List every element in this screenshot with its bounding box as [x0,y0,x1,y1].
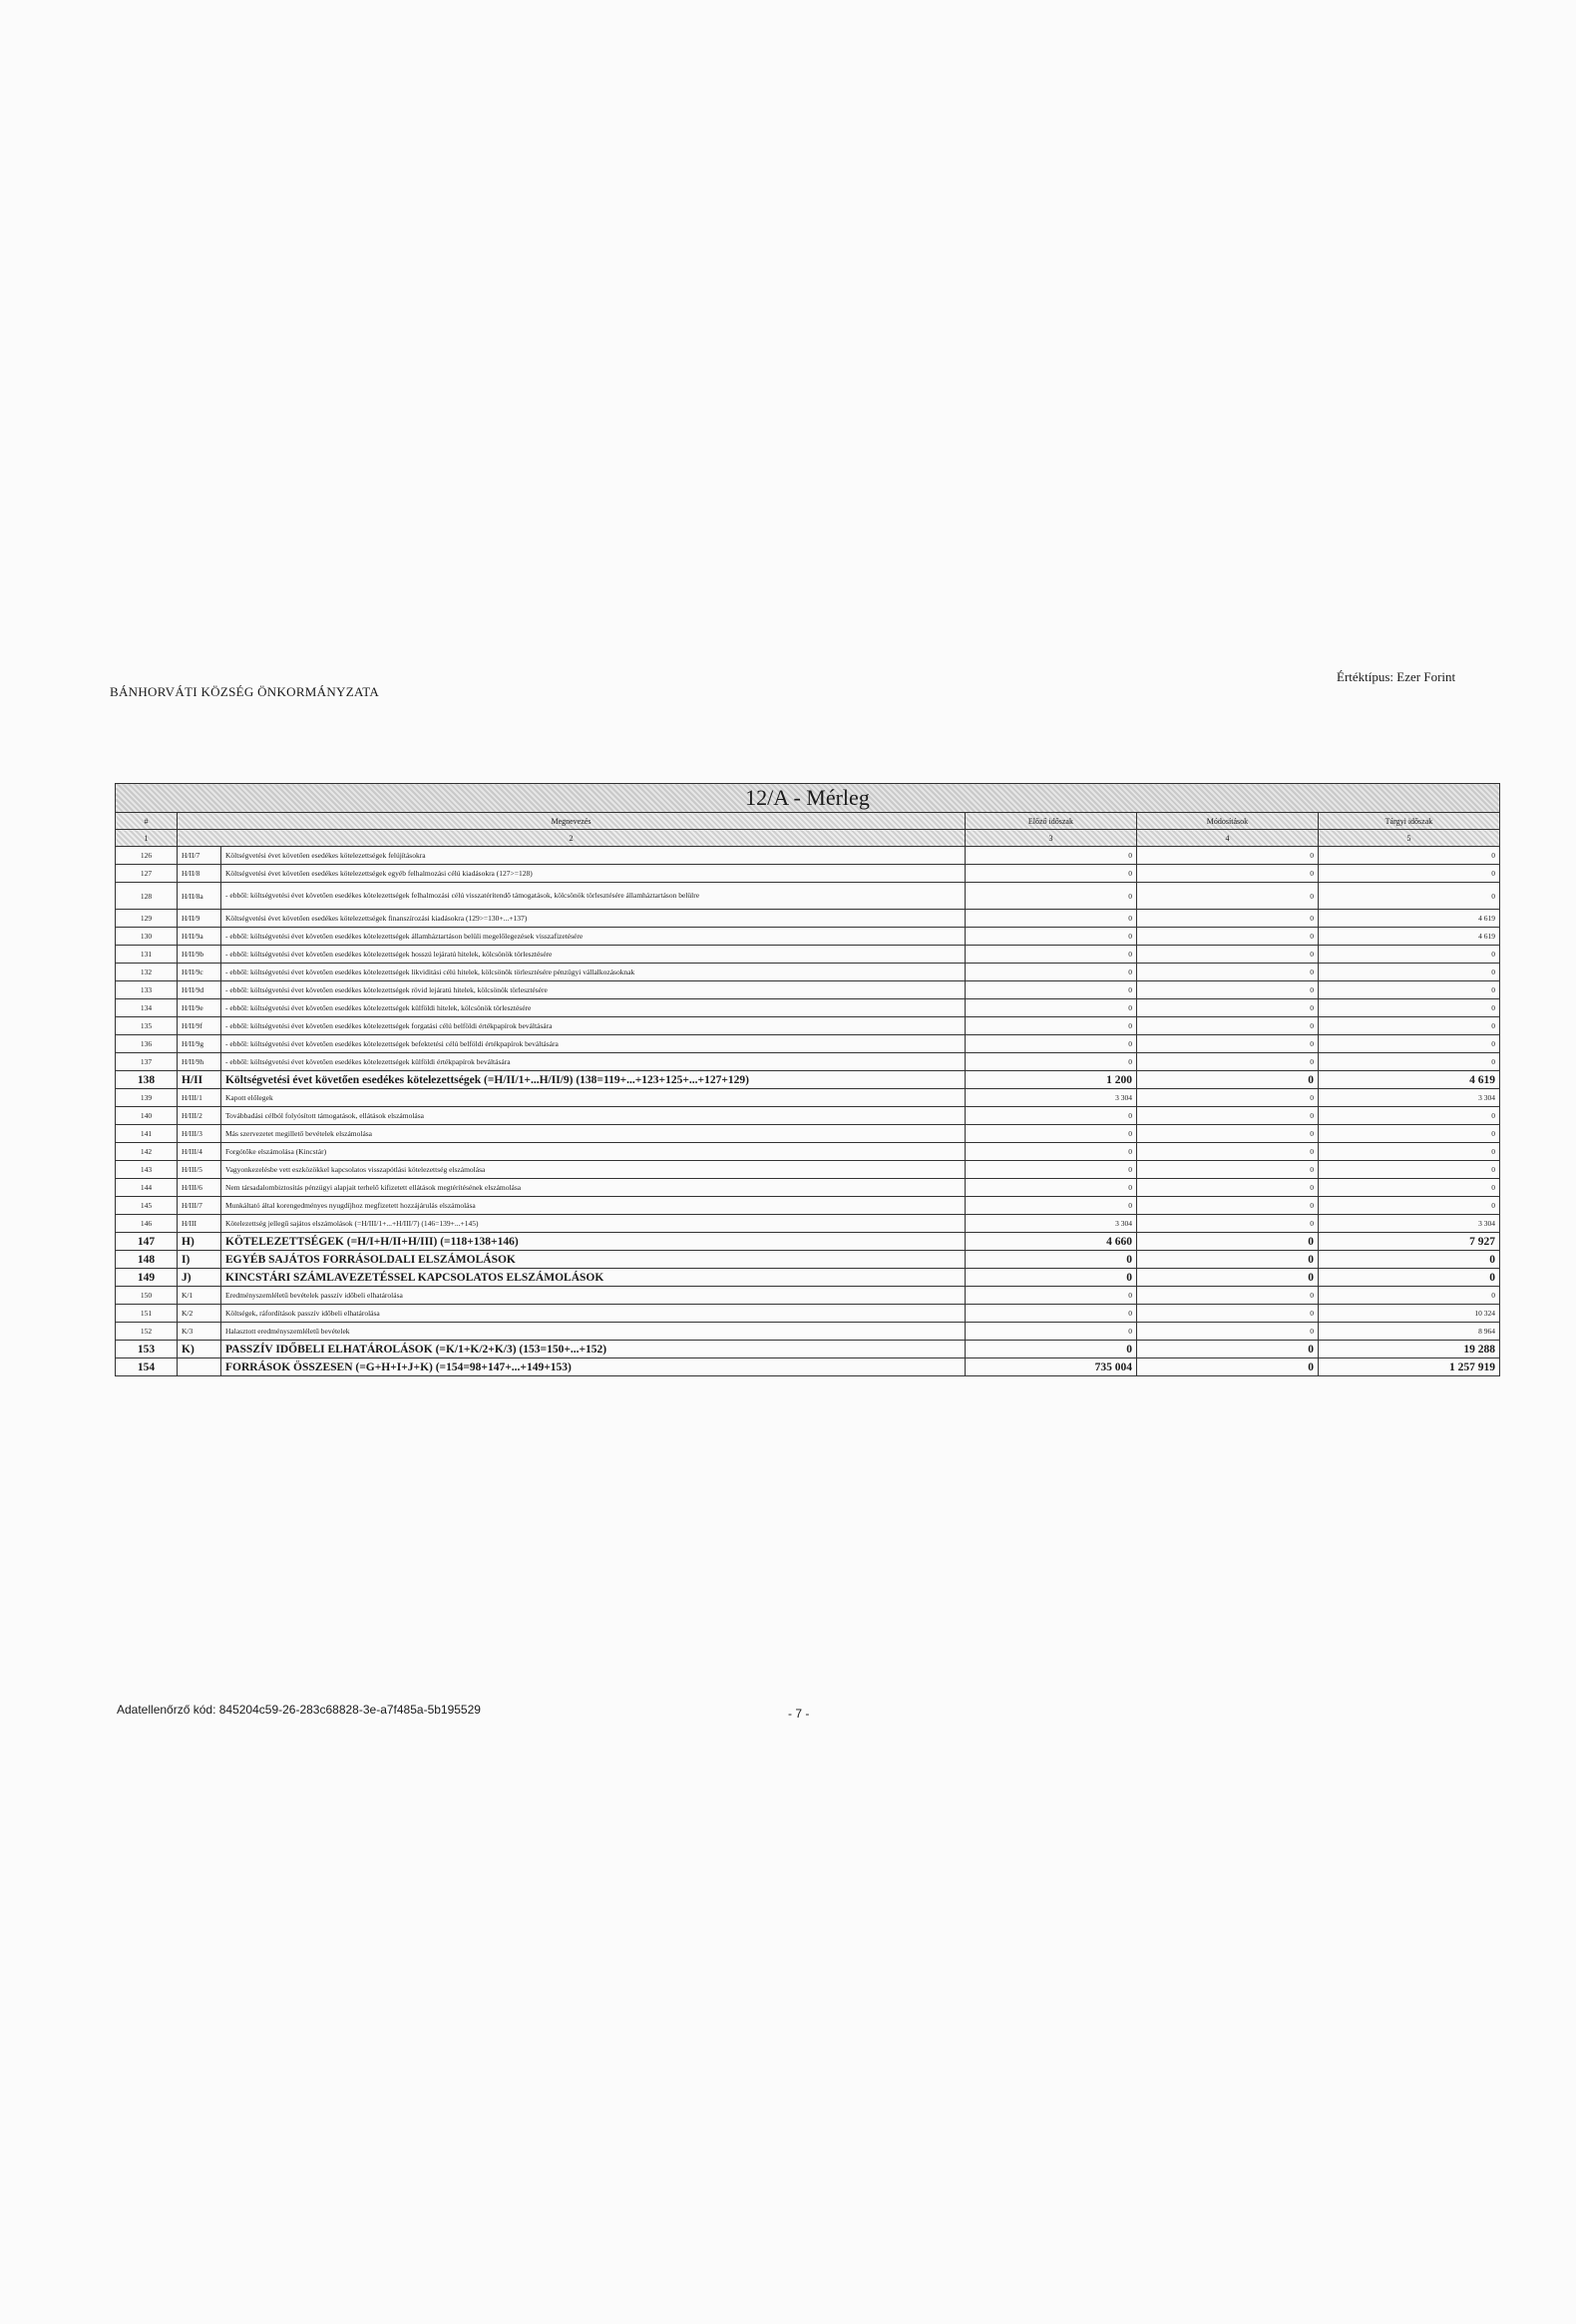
row-code: H/III/3 [178,1125,221,1143]
table-row [116,1305,1500,1323]
row-description: Költségvetési évet követően esedékes kötelezettségek egyéb felhalmozási célú kiadásokra (127>=128) [221,865,966,883]
row-previous-value: 0 [965,928,1136,946]
row-current-value: 0 [1318,981,1499,999]
row-number: 145 [116,1197,178,1215]
row-number: 129 [116,910,178,928]
row-code: K/1 [178,1287,221,1305]
col-header-previous: Előző időszak [965,813,1136,830]
table-row [116,964,1500,981]
balance-sheet-table-container [115,783,1500,1376]
row-current-value: 0 [1318,964,1499,981]
row-description: KINCSTÁRI SZÁMLAVEZETÉSSEL KAPCSOLATOS ELSZÁMOLÁSOK [221,1269,966,1287]
row-current-value: 0 [1318,1287,1499,1305]
row-number: 139 [116,1089,178,1107]
row-previous-value: 0 [965,910,1136,928]
row-number: 128 [116,883,178,910]
row-modification-value: 0 [1136,1071,1318,1089]
row-code: K/3 [178,1323,221,1341]
table-row [116,1197,1500,1215]
row-modification-value: 0 [1136,964,1318,981]
col-number-4: 4 [1136,830,1318,847]
row-previous-value: 0 [965,1035,1136,1053]
row-description: Halasztott eredményszemléletű bevételek [221,1323,966,1341]
row-code: H/II/9c [178,964,221,981]
row-description: FORRÁSOK ÖSSZESEN (=G+H+I+J+K) (=154=98+147+...+149+153) [221,1358,966,1376]
col-number-2: 2 [178,830,966,847]
row-number: 132 [116,964,178,981]
row-description: Kapott előlegek [221,1089,966,1107]
row-modification-value: 0 [1136,999,1318,1017]
row-number: 147 [116,1233,178,1251]
row-description: Költségvetési évet követően esedékes kötelezettségek (=H/II/1+...H/II/9) (138=119+...+123+125+...+127+129) [221,1071,966,1089]
row-code: J) [178,1269,221,1287]
data-check-code: Adatellenőrző kód: 845204c59-26-283c68828-3e-a7f485a-5b195529 [117,1703,481,1717]
row-description: PASSZÍV IDŐBELI ELHATÁROLÁSOK (=K/1+K/2+K/3) (153=150+...+152) [221,1341,966,1358]
row-code: H/II/9e [178,999,221,1017]
row-current-value: 0 [1318,1035,1499,1053]
row-current-value: 7 927 [1318,1233,1499,1251]
row-description: Nem társadalombiztosítás pénzügyi alapjait terhelő kifizetett ellátások megtérítésének elszámolása [221,1179,966,1197]
row-description: - ebből: költségvetési évet követően esedékes kötelezettségek külföldi értékpapírok beváltására [221,1053,966,1071]
row-number: 142 [116,1143,178,1161]
organization-name: BÁNHORVÁTI KÖZSÉG ÖNKORMÁNYZATA [110,684,380,699]
row-modification-value: 0 [1136,1341,1318,1358]
row-current-value: 0 [1318,1269,1499,1287]
row-current-value: 0 [1318,1053,1499,1071]
table-row [116,1215,1500,1233]
row-number: 138 [116,1071,178,1089]
row-number: 146 [116,1215,178,1233]
row-previous-value: 0 [965,1305,1136,1323]
row-description: EGYÉB SAJÁTOS FORRÁSOLDALI ELSZÁMOLÁSOK [221,1251,966,1269]
table-row [116,1179,1500,1197]
row-code: H/II/9 [178,910,221,928]
row-previous-value: 0 [965,999,1136,1017]
row-current-value: 0 [1318,1197,1499,1215]
row-number: 152 [116,1323,178,1341]
row-number: 126 [116,847,178,865]
row-modification-value: 0 [1136,1251,1318,1269]
row-current-value: 0 [1318,865,1499,883]
row-previous-value: 0 [965,1161,1136,1179]
row-previous-value: 4 660 [965,1233,1136,1251]
row-current-value: 8 964 [1318,1323,1499,1341]
row-code: H/II/7 [178,847,221,865]
table-row [116,1143,1500,1161]
column-number-row [116,830,1500,847]
row-number: 148 [116,1251,178,1269]
table-row [116,847,1500,865]
row-number: 143 [116,1161,178,1179]
table-row [116,1358,1500,1376]
balance-sheet-table [115,783,1500,1376]
row-number: 137 [116,1053,178,1071]
row-previous-value: 0 [965,964,1136,981]
row-description: Más szervezetet megillető bevételek elszámolása [221,1125,966,1143]
row-current-value: 0 [1318,883,1499,910]
row-modification-value: 0 [1136,1323,1318,1341]
row-previous-value: 0 [965,946,1136,964]
table-row [116,981,1500,999]
row-current-value: 10 324 [1318,1305,1499,1323]
row-number: 134 [116,999,178,1017]
row-previous-value: 1 200 [965,1071,1136,1089]
row-code: H/II/8a [178,883,221,910]
row-description: - ebből: költségvetési évet követően esedékes kötelezettségek befektetési célú belföldi értékpapírok beváltására [221,1035,966,1053]
row-code: H/II [178,1071,221,1089]
row-current-value: 3 304 [1318,1215,1499,1233]
row-code: H/III [178,1215,221,1233]
row-previous-value: 0 [965,1341,1136,1358]
row-code: H/III/2 [178,1107,221,1125]
row-current-value: 0 [1318,1107,1499,1125]
row-modification-value: 0 [1136,1053,1318,1071]
row-number: 131 [116,946,178,964]
value-type-label: Értéktípus: Ezer Forint [1337,669,1456,684]
row-previous-value: 0 [965,1251,1136,1269]
row-description: Továbbadási célból folyósított támogatások, ellátások elszámolása [221,1107,966,1125]
row-current-value: 3 304 [1318,1089,1499,1107]
row-description: - ebből: költségvetési évet követően esedékes kötelezettségek felhalmozási célú visszatérítendő támogatások, kölcsönök törlesztésére államháztartáson belülre [221,883,966,910]
table-row [116,1323,1500,1341]
row-modification-value: 0 [1136,1305,1318,1323]
row-current-value: 0 [1318,1017,1499,1035]
row-number: 127 [116,865,178,883]
row-code [178,1358,221,1376]
table-row [116,1287,1500,1305]
row-previous-value: 0 [965,1269,1136,1287]
row-description: Vagyonkezelésbe vett eszközökkel kapcsolatos visszapótlási kötelezettség elszámolása [221,1161,966,1179]
row-current-value: 4 619 [1318,1071,1499,1089]
row-modification-value: 0 [1136,1143,1318,1161]
row-number: 151 [116,1305,178,1323]
table-body [116,847,1500,1376]
row-number: 141 [116,1125,178,1143]
row-code: H/III/6 [178,1179,221,1197]
row-modification-value: 0 [1136,1089,1318,1107]
row-modification-value: 0 [1136,946,1318,964]
row-code: I) [178,1251,221,1269]
row-description: Költségvetési évet követően esedékes kötelezettségek finanszírozási kiadásokra (129>=130+...+137) [221,910,966,928]
row-modification-value: 0 [1136,1358,1318,1376]
table-row [116,946,1500,964]
table-row [116,1341,1500,1358]
row-previous-value: 0 [965,847,1136,865]
row-modification-value: 0 [1136,847,1318,865]
row-current-value: 0 [1318,1251,1499,1269]
row-code: H/III/1 [178,1089,221,1107]
table-row [116,928,1500,946]
table-row [116,1089,1500,1107]
row-previous-value: 0 [965,1323,1136,1341]
row-code: H/II/9f [178,1017,221,1035]
row-code: H/III/4 [178,1143,221,1161]
row-number: 154 [116,1358,178,1376]
table-row [116,1125,1500,1143]
row-number: 140 [116,1107,178,1125]
col-header-number: # [116,813,178,830]
row-modification-value: 0 [1136,1161,1318,1179]
row-current-value: 19 288 [1318,1341,1499,1358]
row-code: H/II/9h [178,1053,221,1071]
table-row [116,1071,1500,1089]
row-code: H) [178,1233,221,1251]
row-modification-value: 0 [1136,1179,1318,1197]
row-modification-value: 0 [1136,1107,1318,1125]
row-code: H/III/7 [178,1197,221,1215]
table-row [116,1251,1500,1269]
row-description: Munkáltató által korengedményes nyugdíjhoz megfizetett hozzájárulás elszámolása [221,1197,966,1215]
table-row [116,1269,1500,1287]
column-header-row [116,813,1500,830]
row-description: - ebből: költségvetési évet követően esedékes kötelezettségek forgatási célú belföldi értékpapírok beváltására [221,1017,966,1035]
row-description: Forgótőke elszámolása (Kincstár) [221,1143,966,1161]
table-row [116,1053,1500,1071]
row-code: H/II/9d [178,981,221,999]
row-current-value: 0 [1318,999,1499,1017]
row-modification-value: 0 [1136,981,1318,999]
row-modification-value: 0 [1136,1017,1318,1035]
row-modification-value: 0 [1136,1233,1318,1251]
row-current-value: 0 [1318,1179,1499,1197]
table-row [116,1233,1500,1251]
row-previous-value: 0 [965,1287,1136,1305]
row-previous-value: 0 [965,1143,1136,1161]
row-modification-value: 0 [1136,1035,1318,1053]
row-number: 144 [116,1179,178,1197]
row-code: K) [178,1341,221,1358]
table-row [116,1035,1500,1053]
row-code: H/II/9b [178,946,221,964]
col-header-current: Tárgyi időszak [1318,813,1499,830]
row-previous-value: 0 [965,1017,1136,1035]
row-number: 133 [116,981,178,999]
row-previous-value: 0 [965,1179,1136,1197]
row-current-value: 4 619 [1318,910,1499,928]
row-current-value: 1 257 919 [1318,1358,1499,1376]
table-row [116,883,1500,910]
row-modification-value: 0 [1136,883,1318,910]
row-previous-value: 0 [965,883,1136,910]
row-number: 149 [116,1269,178,1287]
col-header-description: Megnevezés [178,813,966,830]
row-modification-value: 0 [1136,910,1318,928]
table-row [116,999,1500,1017]
page-number: - 7 - [788,1707,810,1721]
row-number: 150 [116,1287,178,1305]
row-modification-value: 0 [1136,1215,1318,1233]
row-code: H/II/8 [178,865,221,883]
row-description: Eredményszemléletű bevételek passzív időbeli elhatárolása [221,1287,966,1305]
row-modification-value: 0 [1136,928,1318,946]
row-description: - ebből: költségvetési évet követően esedékes kötelezettségek likviditási célú hitelek, kölcsönök törlesztésére pénzügyi vállalkozásoknak [221,964,966,981]
row-previous-value: 3 304 [965,1215,1136,1233]
col-header-modifications: Módosítások [1136,813,1318,830]
table-row [116,1161,1500,1179]
table-row [116,1017,1500,1035]
row-description: - ebből: költségvetési évet követően esedékes kötelezettségek államháztartáson belüli megelőlegezések visszafizetésére [221,928,966,946]
row-number: 153 [116,1341,178,1358]
row-current-value: 0 [1318,946,1499,964]
row-number: 136 [116,1035,178,1053]
row-current-value: 0 [1318,1143,1499,1161]
row-code: H/II/9a [178,928,221,946]
row-previous-value: 0 [965,1053,1136,1071]
row-previous-value: 0 [965,1197,1136,1215]
row-description: Költségek, ráfordítások passzív időbeli elhatárolása [221,1305,966,1323]
row-modification-value: 0 [1136,1269,1318,1287]
table-row [116,865,1500,883]
row-current-value: 0 [1318,1161,1499,1179]
row-number: 135 [116,1017,178,1035]
row-code: H/II/9g [178,1035,221,1053]
col-number-1: 1 [116,830,178,847]
table-title: 12/A - Mérleg [116,784,1500,813]
row-modification-value: 0 [1136,1287,1318,1305]
table-row [116,1107,1500,1125]
row-current-value: 4 619 [1318,928,1499,946]
col-number-5: 5 [1318,830,1499,847]
table-row [116,910,1500,928]
row-previous-value: 735 004 [965,1358,1136,1376]
row-current-value: 0 [1318,1125,1499,1143]
row-modification-value: 0 [1136,1125,1318,1143]
row-previous-value: 0 [965,1125,1136,1143]
row-previous-value: 0 [965,981,1136,999]
col-number-3: 3 [965,830,1136,847]
row-current-value: 0 [1318,847,1499,865]
row-previous-value: 0 [965,1107,1136,1125]
row-description: - ebből: költségvetési évet követően esedékes kötelezettségek hosszú lejáratú hitelek, kölcsönök törlesztésére [221,946,966,964]
row-modification-value: 0 [1136,1197,1318,1215]
row-code: H/III/5 [178,1161,221,1179]
row-description: KÖTELEZETTSÉGEK (=H/I+H/II+H/III) (=118+138+146) [221,1233,966,1251]
row-description: - ebből: költségvetési évet követően esedékes kötelezettségek külföldi hitelek, kölcsönök törlesztésére [221,999,966,1017]
row-description: Költségvetési évet követően esedékes kötelezettségek felújításokra [221,847,966,865]
row-description: - ebből: költségvetési évet követően esedékes kötelezettségek rövid lejáratú hitelek, kölcsönök törlesztésére [221,981,966,999]
row-code: K/2 [178,1305,221,1323]
row-modification-value: 0 [1136,865,1318,883]
row-previous-value: 0 [965,865,1136,883]
row-number: 130 [116,928,178,946]
row-description: Kötelezettség jellegű sajátos elszámolások (=H/III/1+...+H/III/7) (146=139+...+145) [221,1215,966,1233]
row-previous-value: 3 304 [965,1089,1136,1107]
